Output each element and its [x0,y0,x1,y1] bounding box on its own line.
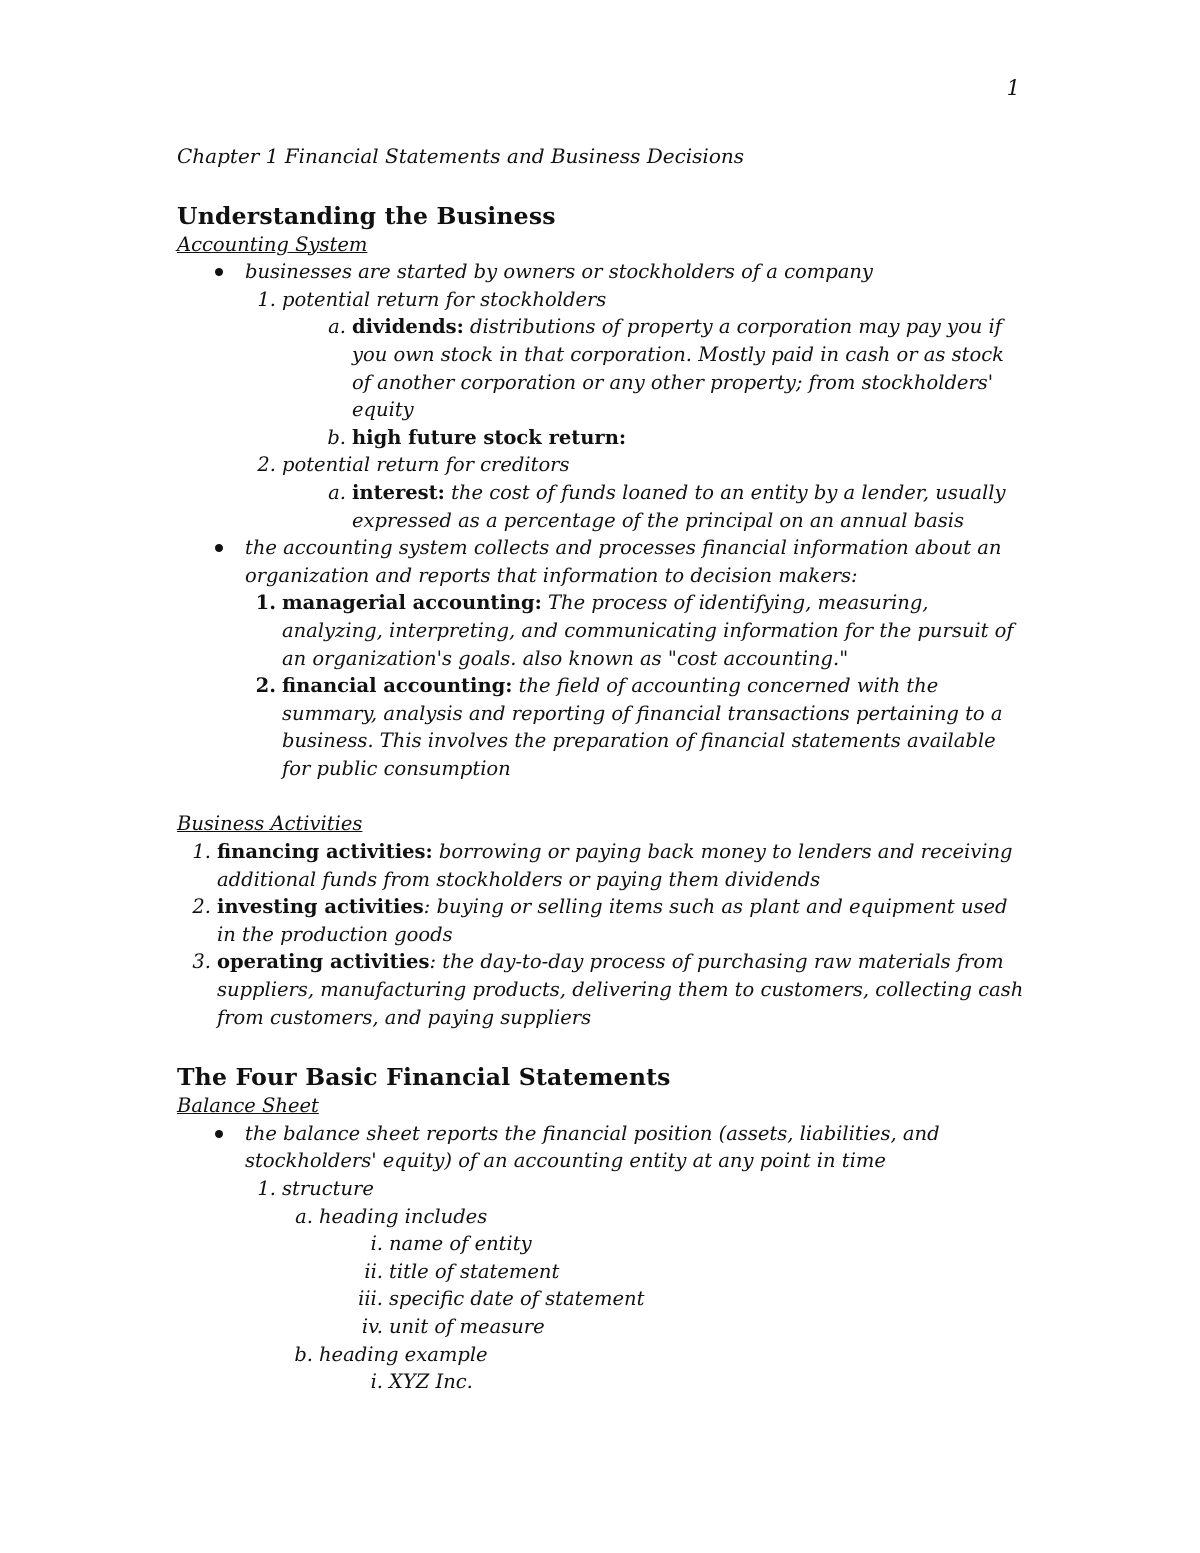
list-item [257,451,1027,534]
list-item [192,893,1027,948]
section-heading-understanding: Understanding the Business [177,201,556,230]
list-marker: 1. [192,840,211,864]
accounting-system-list [177,258,1027,782]
list-item [370,1230,1027,1258]
list-marker: ii. [364,1259,383,1283]
list-marker: b. [294,1342,313,1366]
list-item [361,1313,1027,1341]
item-text: specific date of statement [389,1287,645,1311]
list-item [327,424,1027,452]
creditor-return-list [282,479,1027,534]
list-item [358,1285,1027,1313]
list-item [255,589,1027,672]
list-marker: i. [370,1232,383,1256]
list-item [192,838,1027,893]
list-item [364,1258,1027,1286]
list-marker: 2. [257,453,276,477]
document-title: Chapter 1 Financial Statements and Business Decisions [177,144,745,168]
list-marker: 1. [257,1177,276,1200]
item-text: heading includes [319,1204,488,1228]
list-marker: 2. [192,895,211,919]
section-heading-four-statements: The Four Basic Financial Statements [177,1063,671,1092]
term-operating-activities: operating activities [217,950,430,974]
list-marker: a. [295,1204,313,1228]
item-text: name of entity [389,1232,532,1256]
definition-text: The process of identifying, measuring, analyzing, interpreting, and communicating information for the pursuit of an organization's goals. also known as "cost accounting." [282,591,1014,670]
spacer [177,782,1027,810]
list-marker: 3. [192,950,211,974]
term-dividends: dividends: [352,315,464,339]
list-marker: i. [370,1370,383,1394]
business-activities-list [177,838,1027,1031]
page-number: 1 [1006,76,1020,100]
definition-text: the field of accounting concerned with the summary, analysis and reporting of financial transactions pertaining to a business. This involves the preparation of financial statements available for public consumption [282,674,1003,780]
list-marker: b. [327,425,346,449]
term-financing-activities: financing activities: [217,840,433,864]
list-item [294,1341,1027,1396]
item-text: heading example [319,1342,488,1366]
balance-sheet-list [177,1120,1027,1175]
stockholder-return-list [282,313,1027,451]
list-item [245,1120,1027,1175]
bullet-text: the accounting system collects and processes financial information about an organization and reports that information to decision makers: [245,536,1002,587]
list-item [192,948,1027,1031]
term-financial-accounting: financial accounting: [282,674,513,698]
spacer [177,1031,1027,1062]
list-marker: 2. [255,674,276,698]
item-text: potential return for stockholders [282,287,607,311]
list-marker: 1. [255,591,276,615]
heading-includes-list [319,1230,1027,1340]
list-item [245,534,1027,782]
item-text: potential return for creditors [282,453,570,477]
term-high-future-stock-return: high future stock return: [352,425,627,449]
list-item [328,479,1027,534]
list-item [328,313,1027,423]
subhead-accounting-system: Accounting System [177,232,368,256]
subhead-balance-sheet: Balance Sheet [177,1094,319,1118]
heading-example-list [319,1368,1027,1396]
document-body [177,143,1027,1396]
term-investing-activities: investing activities [217,895,424,919]
bullet-text: the balance sheet reports the financial position (assets, liabilities, and stockholders' equity) of an accounting entity at any point in time [245,1121,940,1173]
structure-sublist [282,1203,1027,1396]
list-marker: a. [328,480,346,504]
item-text: title of statement [389,1259,560,1283]
list-item [295,1203,1027,1341]
definition-text: : buying or selling items such as plant and equipment used in the production goods [217,895,1008,946]
subhead-business-activities: Business Activities [177,812,363,836]
list-marker: 1. [257,287,276,311]
list-item [245,258,1027,534]
definition-text: borrowing or paying back money to lenders and receiving additional funds from stockholders or paying them dividends [217,840,1013,891]
definition-text: distributions of property a corporation may pay you if you own stock in that corporation. Mostly paid in cash or as stock of another corporation or any other property; from stockholders' equity [352,315,1004,422]
definition-text: : the day-to-day process of purchasing raw materials from suppliers, manufacturing products, delivering them to customers, collecting cash from customers, and paying suppliers [217,950,1024,1029]
definition-text: the cost of funds loaned to an entity by a lender, usually expressed as a percentage of the principal on an annual basis [352,480,1006,532]
item-text: XYZ Inc. [389,1370,473,1394]
term-managerial-accounting: managerial accounting: [282,591,542,615]
return-list [245,286,1027,534]
list-item [255,672,1027,782]
item-text: unit of measure [389,1314,545,1338]
list-marker: iii. [358,1287,383,1311]
list-item [257,1175,1027,1396]
list-item [257,286,1027,452]
bullet-text: businesses are started by owners or stockholders of a company [245,260,873,284]
accounting-types-list [245,589,1027,782]
list-marker: a. [328,315,346,339]
list-item [370,1368,1027,1396]
item-text: structure [282,1177,374,1200]
structure-list [177,1175,1027,1396]
term-interest: interest: [352,480,445,504]
list-marker: iv. [361,1314,383,1338]
